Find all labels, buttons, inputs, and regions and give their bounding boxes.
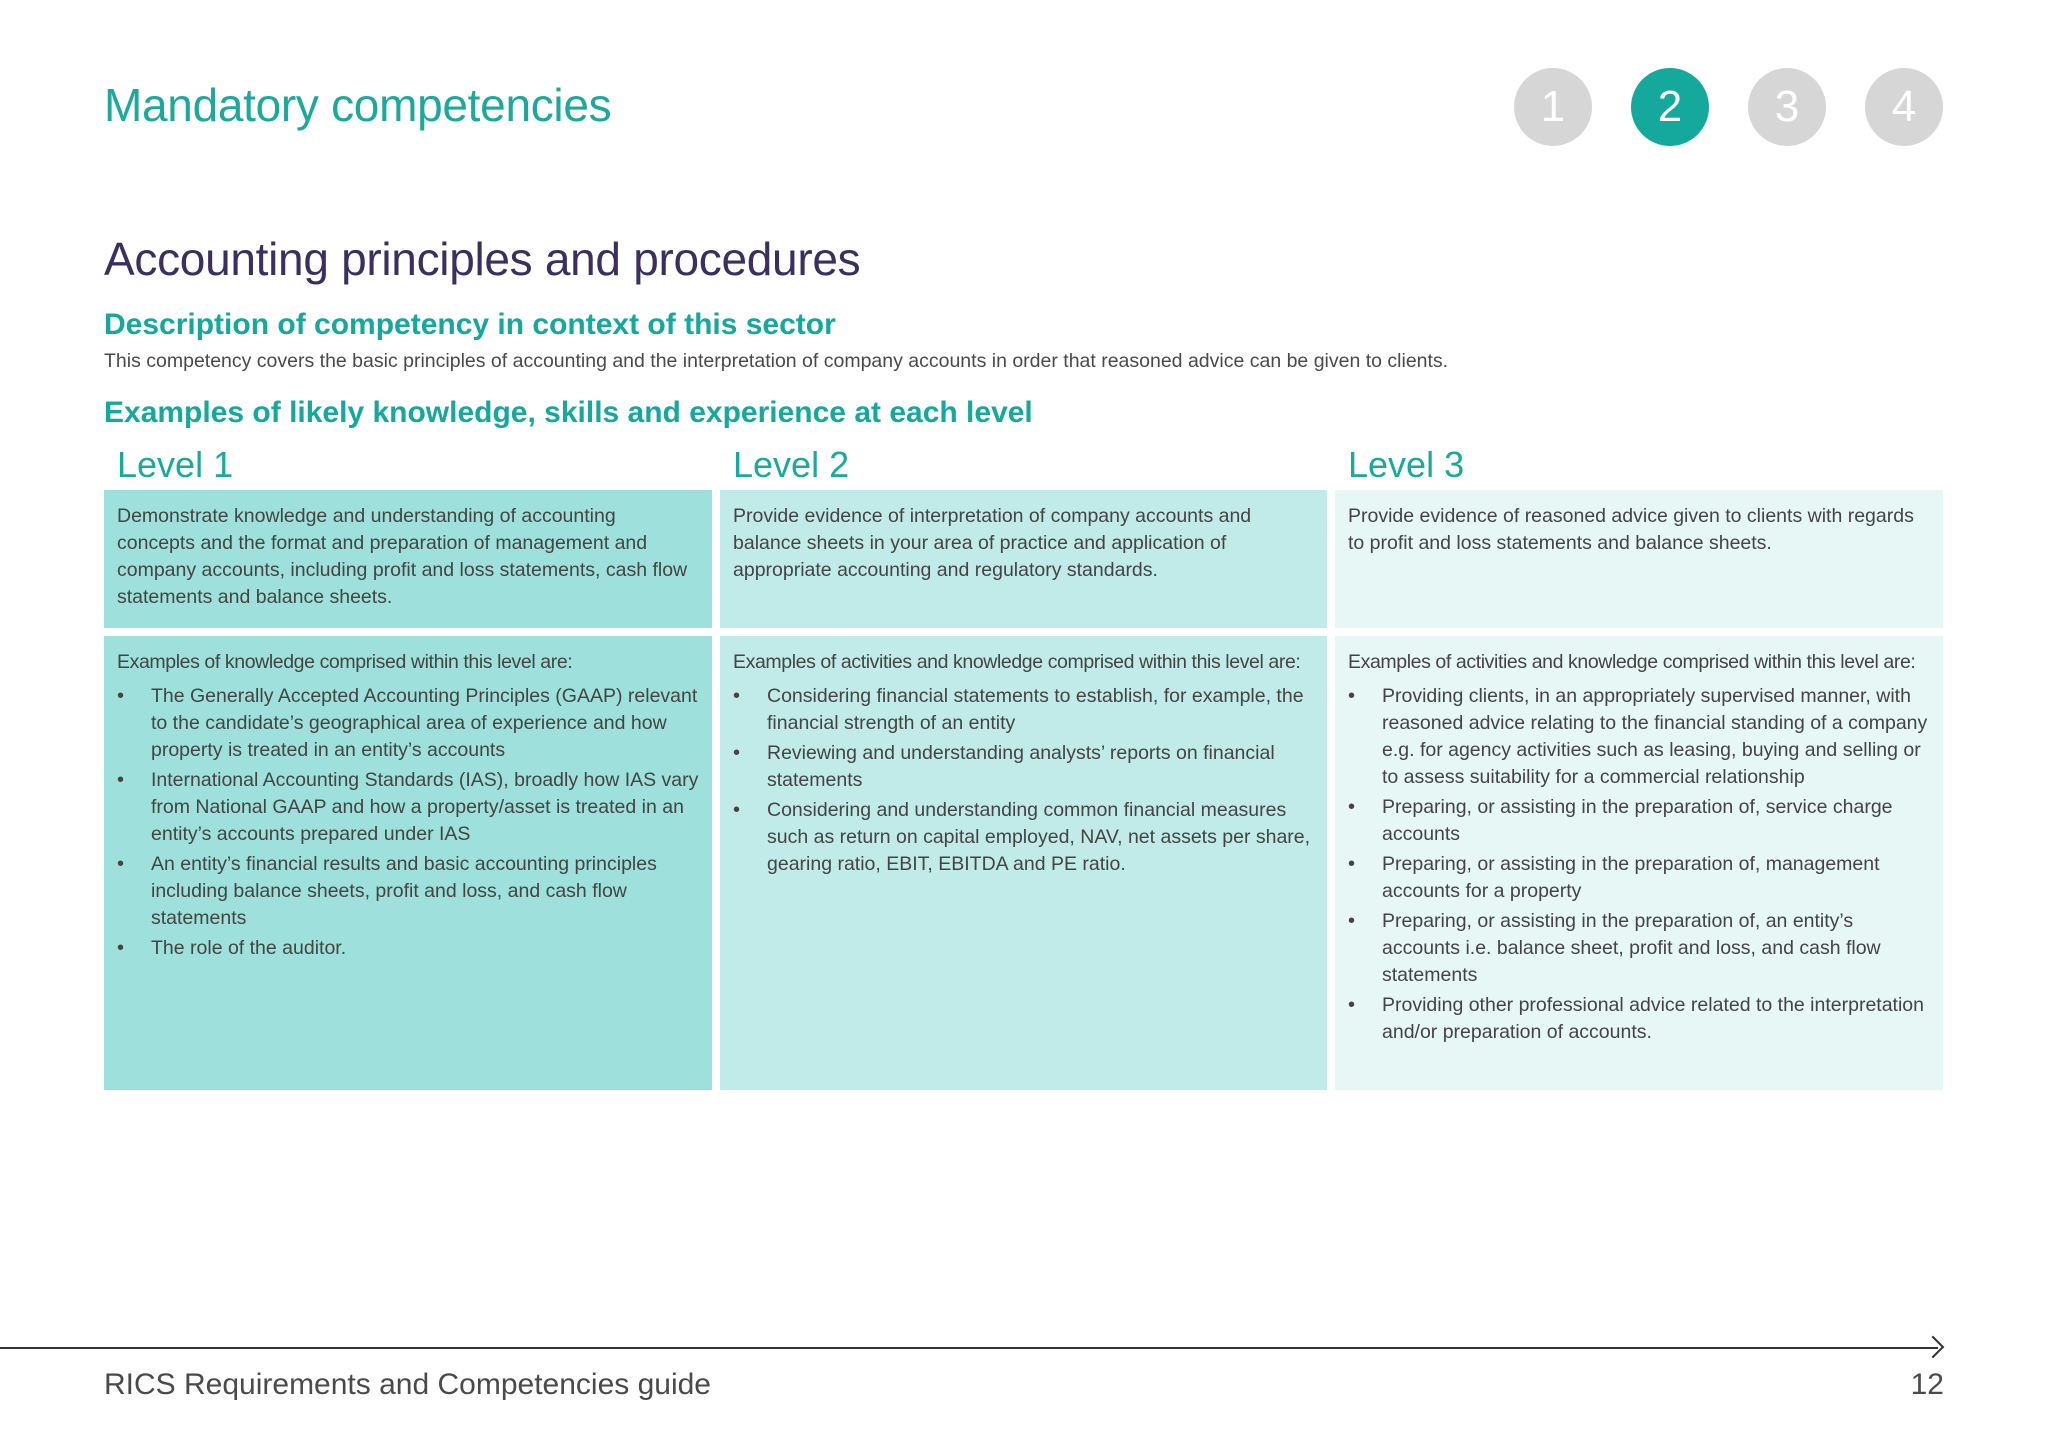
level-3-examples: [1335, 636, 1943, 1090]
list-item: • Reviewing and understanding analysts’ reports on financial statements: [733, 740, 1314, 794]
step-navigation: [1514, 68, 1943, 146]
level-3-examples-intro: Examples of activities and knowledge comprised within this level are:: [1348, 651, 1916, 673]
level-3-summary-text: Provide evidence of reasoned advice given to clients with regards to profit and loss statements and balance sheets.: [1348, 505, 1914, 554]
examples-heading: Examples of likely knowledge, skills and experience at each level: [104, 396, 1033, 429]
page-number: 12: [1910, 1368, 1944, 1401]
level-3-title: Level 3: [1348, 444, 1465, 485]
level-1-summary-text: Demonstrate knowledge and understanding of accounting concepts and the format and preparation of management and company accounts, including profit and loss statements, cash flow statements and balance sheets.: [117, 505, 688, 608]
level-3-summary: [1335, 490, 1943, 628]
level-3-examples-list: [1348, 683, 1930, 1046]
description-heading: Description of competency in context of this sector: [104, 308, 836, 341]
list-item: • Providing other professional advice related to the interpretation and/or preparation of accounts.: [1348, 992, 1930, 1046]
list-item: • International Accounting Standards (IAS), broadly how IAS vary from National GAAP and how a property/asset is treated in an entity’s accounts prepared under IAS: [117, 767, 699, 848]
step-4-button[interactable]: 4: [1865, 68, 1943, 146]
list-item: • Preparing, or assisting in the preparation of, service charge accounts: [1348, 794, 1930, 848]
description-text: This competency covers the basic principles of accounting and the interpretation of company accounts in order that reasoned advice can be given to clients.: [104, 350, 1449, 372]
arrow-right-icon: [1922, 1336, 1945, 1359]
step-2-button[interactable]: 2: [1631, 68, 1709, 146]
level-2-examples: [720, 636, 1327, 1090]
step-3-button[interactable]: 3: [1748, 68, 1826, 146]
level-1-examples: [104, 636, 712, 1090]
list-item: • The Generally Accepted Accounting Principles (GAAP) relevant to the candidate’s geographical area of experience and how property is treated in an entity’s accounts: [117, 683, 699, 764]
level-1-title: Level 1: [117, 444, 234, 485]
list-item: • An entity’s financial results and basic accounting principles including balance sheets, profit and loss, and cash flow statements: [117, 851, 699, 932]
level-2-examples-intro: Examples of activities and knowledge comprised within this level are:: [733, 651, 1301, 673]
footer-guide-title: RICS Requirements and Competencies guide: [104, 1368, 711, 1401]
level-1-summary: [104, 490, 712, 628]
list-item: • Considering financial statements to establish, for example, the financial strength of an entity: [733, 683, 1314, 737]
level-1-examples-intro: Examples of knowledge comprised within this level are:: [117, 651, 573, 673]
list-item: • The role of the auditor.: [117, 935, 699, 962]
section-title: Mandatory competencies: [104, 79, 612, 131]
level-2-summary: [720, 490, 1327, 628]
level-1-examples-list: [117, 683, 699, 962]
level-2-summary-text: Provide evidence of interpretation of company accounts and balance sheets in your area of practice and application of appropriate accounting and regulatory standards.: [733, 505, 1252, 581]
list-item: • Providing clients, in an appropriately supervised manner, with reasoned advice relating to the financial standing of a company e.g. for agency activities such as leasing, buying and selling or to assess suitability for a commercial relationship: [1348, 683, 1930, 791]
level-2-examples-list: [733, 683, 1314, 878]
step-1-button[interactable]: 1: [1514, 68, 1592, 146]
list-item: • Preparing, or assisting in the preparation of, management accounts for a property: [1348, 851, 1930, 905]
page-heading: Accounting principles and procedures: [104, 233, 861, 285]
footer-divider: [0, 1347, 1938, 1349]
list-item: • Considering and understanding common financial measures such as return on capital employed, NAV, net assets per share, gearing ratio, EBIT, EBITDA and PE ratio.: [733, 797, 1314, 878]
level-2-title: Level 2: [733, 444, 850, 485]
list-item: • Preparing, or assisting in the preparation of, an entity’s accounts i.e. balance sheet, profit and loss, and cash flow statements: [1348, 908, 1930, 989]
